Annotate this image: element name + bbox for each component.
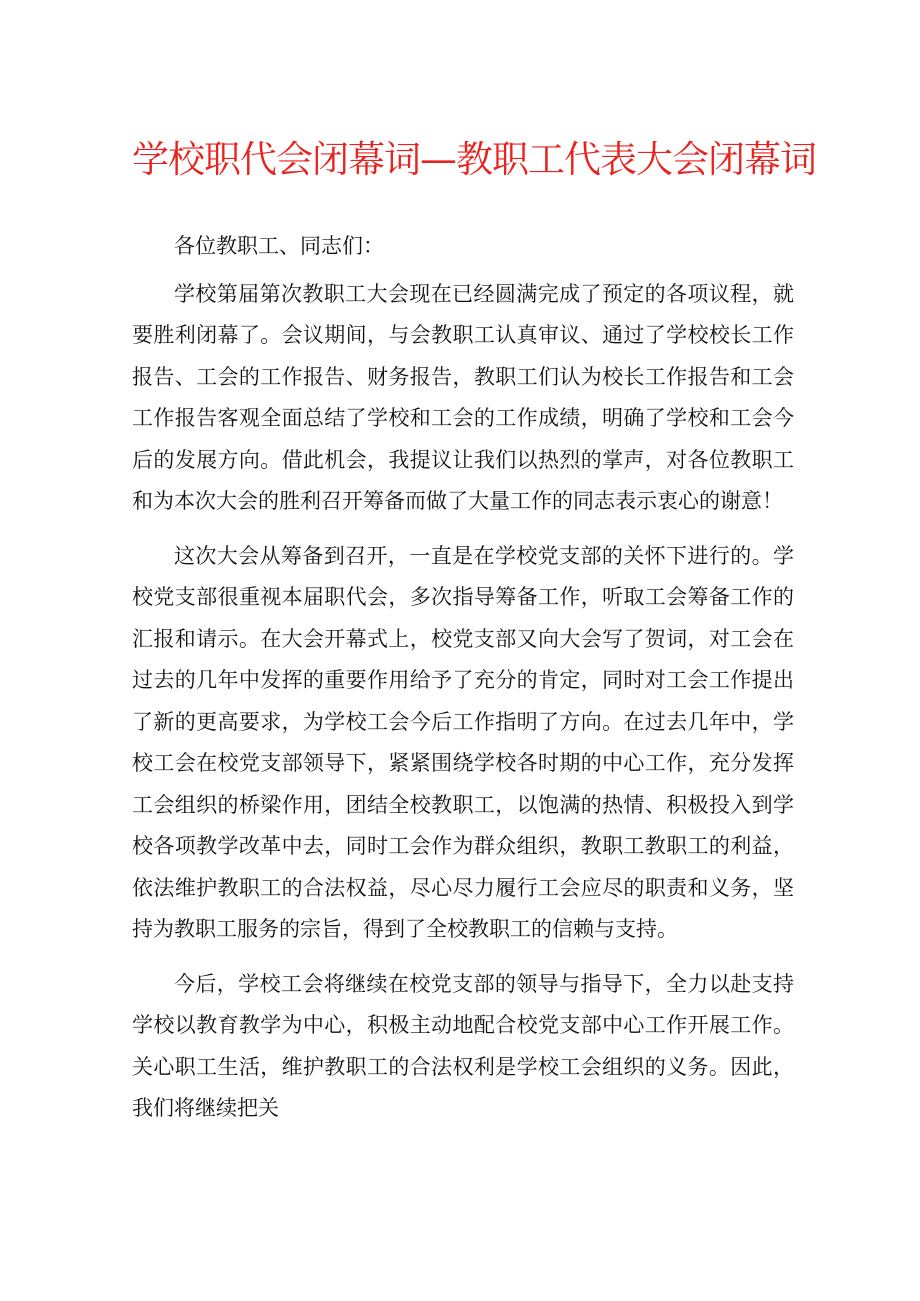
paragraph-1: 学校第届第次教职工大会现在已经圆满完成了预定的各项议程，就要胜利闭幕了。会议期间，与会教职工认真审议、通过了学校校长工作报告、工会的工作报告、财务报告，教职工们认为校长工作报告和工会工作报告客观全面总结了学校和工会的工作成绩，明确了学校和工会今后的发展方向。借此机会，我提议让我们以热烈的掌声，对各位教职工和为本次大会的胜利召开筹备而做了大量工作的同志表示衷心的谢意！	[132, 281, 794, 513]
salutation: 各位教职工、同志们：	[174, 234, 384, 258]
paragraph-2: 这次大会从筹备到召开，一直是在学校党支部的关怀下进行的。学校党支部很重视本届职代会，多次指导筹备工作，听取工会筹备工作的汇报和请示。在大会开幕式上，校党支部又向大会写了贺词，对工会在过去的几年中发挥的重要作用给予了充分的肯定，同时对工会工作提出了新的更高要求，为学校工会今后工作指明了方向。在过去几年中，学校工会在校党支部领导下，紧紧围绕学校各时期的中心工作，充分发挥工会组织的桥梁作用，团结全校教职工，以饱满的热情、积极投入到学校各项教学改革中去，同时工会作为群众组织，教职工教职工的利益，依法维护教职工的合法权益，尽心尽力履行工会应尽的职责和义务，坚持为教职工服务的宗旨，得到了全校教职工的信赖与支持。	[132, 543, 794, 941]
paragraph-3: 今后，学校工会将继续在校党支部的领导与指导下，全力以赴支持学校以教育教学为中心，积极主动地配合校党支部中心工作开展工作。关心职工生活，维护教职工的合法权利是学校工会组织的义务。因此，我们将继续把关	[132, 971, 794, 1120]
document-title: 学校职代会闭幕词—教职工代表大会闭幕词	[132, 138, 816, 181]
document-body	[132, 226, 794, 1143]
